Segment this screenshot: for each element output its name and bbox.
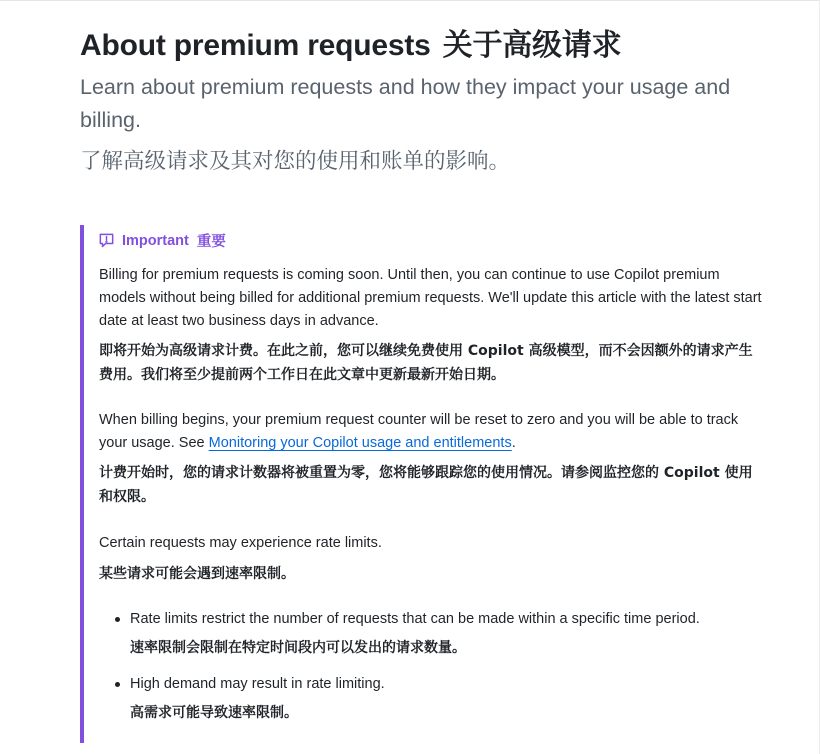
list-item-text: Rate limits restrict the number of requests that can be made within a specific time period. <box>130 611 700 627</box>
billing-begins-prefix: When billing begins, your premium request counter will be reset to zero and you will be able to track your usage. See <box>99 412 739 451</box>
billing-begins-zh: 计费开始时，您的请求计数器将被重置为零，您将能够跟踪您的使用情况。请参阅监控您的 Copilot 使用和权限。 <box>99 465 753 505</box>
list-item-text-zh: 速率限制会限制在特定时间段内可以发出的请求数量。 <box>130 640 466 656</box>
report-icon <box>98 232 115 249</box>
rate-limits-intro-zh: 某些请求可能会遇到速率限制。 <box>99 566 295 582</box>
bullet-dot <box>115 682 120 687</box>
billing-notice-zh: 即将开始为高级请求计费。在此之前，您可以继续免费使用 Copilot 高级模型，而不会因额外的请求产生费用。我们将至少提前两个工作日在此文章中更新最新开始日期。 <box>99 343 753 383</box>
callout-heading <box>98 230 226 251</box>
important-callout <box>80 225 770 743</box>
callout-label-zh: 重要 <box>196 234 226 250</box>
rate-limits-list <box>99 608 764 738</box>
billing-begins-suffix: . <box>511 435 516 451</box>
page-title <box>80 23 621 69</box>
callout-label: Important <box>122 232 189 249</box>
page-intro-zh: 了解高级请求及其对您的使用和账单的影响。 <box>80 149 511 174</box>
list-item <box>99 608 764 673</box>
page-title-en: About premium requests <box>80 29 431 62</box>
bullet-dot <box>115 617 120 622</box>
billing-notice: Billing for premium requests is coming soon. Until then, you can continue to use Copilot premium models without being billed for additional premium requests. We'll update this article with the latest start date at least two business days in advance. <box>99 267 762 329</box>
billing-begins-text <box>99 409 764 455</box>
page-title-zh: 关于高级请求 <box>442 28 622 63</box>
monitoring-usage-link[interactable]: Monitoring your Copilot usage and entitlements <box>208 435 512 451</box>
list-item <box>99 673 764 738</box>
page-intro: Learn about premium requests and how they impact your usage and billing. <box>80 75 731 132</box>
list-item-text-zh: 高需求可能导致速率限制。 <box>130 705 298 721</box>
list-item-text: High demand may result in rate limiting. <box>130 676 385 692</box>
rate-limits-intro: Certain requests may experience rate limits. <box>99 535 382 551</box>
